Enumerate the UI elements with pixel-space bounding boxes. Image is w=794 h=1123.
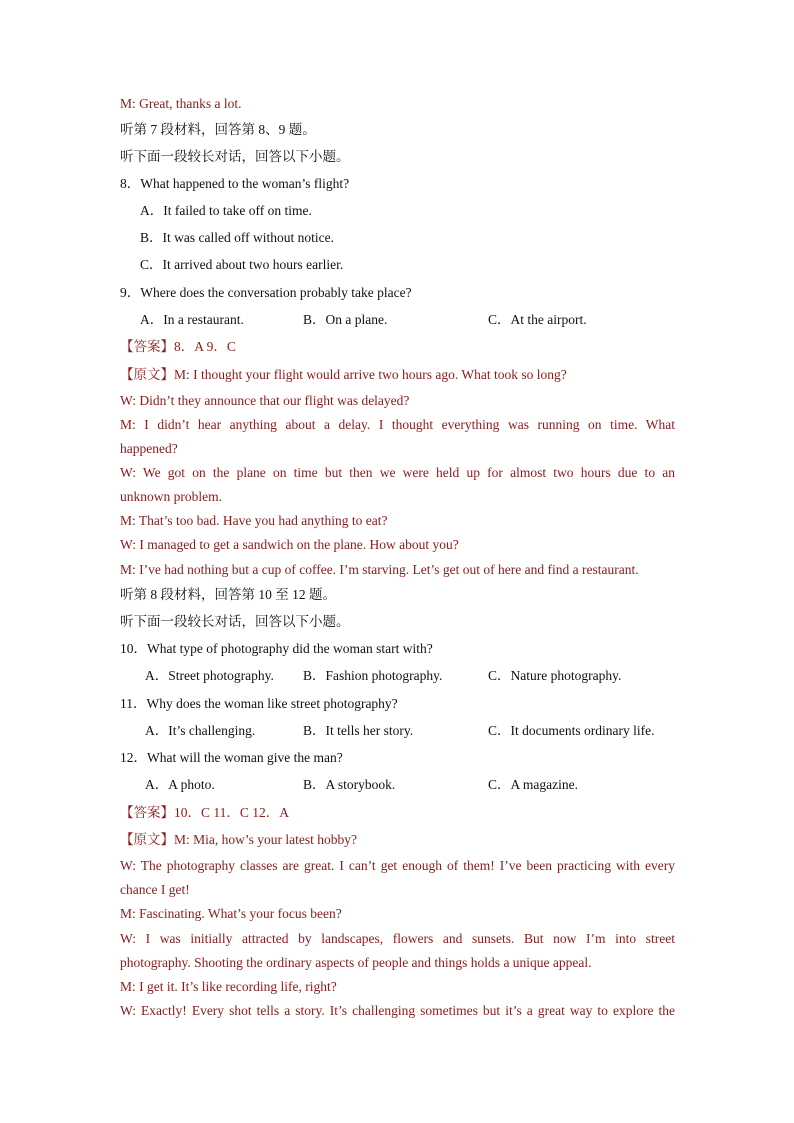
option-12c: C．A magazine. <box>488 777 578 792</box>
section-instruction: 听下面一段较长对话，回答以下小题。 <box>120 149 350 164</box>
option-12b: B．A storybook. <box>303 777 396 792</box>
answer-line: 【答案】8．A 9．C <box>120 339 236 354</box>
source-label: 【原文】 <box>120 367 174 382</box>
dialogue-line-cont: happened? <box>120 441 178 456</box>
option-9b: B．On a plane. <box>303 312 388 327</box>
dialogue-line: W: Didn’t they announce that our flight was delayed? <box>120 393 410 408</box>
source-label: 【原文】 <box>120 832 174 847</box>
dialogue-line: W: I managed to get a sandwich on the plane. How about you? <box>120 537 459 552</box>
dialogue-line: M: I’ve had nothing but a cup of coffee. I’m starving. Let’s get out of here and find a restaurant. <box>120 562 639 577</box>
option-11a: A．It’s challenging. <box>145 723 256 738</box>
question-12: 12．What will the woman give the man? <box>120 750 343 765</box>
option-8a: A．It failed to take off on time. <box>140 203 312 218</box>
question-9: 9．Where does the conversation probably take place? <box>120 285 412 300</box>
option-12a: A．A photo. <box>145 777 215 792</box>
option-8b: B．It was called off without notice. <box>140 230 334 245</box>
dialogue-line: W: I was initially attracted by landscapes, flowers and sunsets. But now I’m into street <box>120 931 675 946</box>
dialogue-line: W: Exactly! Every shot tells a story. It’s challenging sometimes but it’s a great way to explore the <box>120 1003 675 1018</box>
dialogue-line-cont: photography. Shooting the ordinary aspects of people and things holds a unique appeal. <box>120 955 592 970</box>
question-8: 8．What happened to the woman’s flight? <box>120 176 350 191</box>
answer-line: 【答案】10．C 11．C 12．A <box>120 805 290 820</box>
dialogue-line-cont: chance I get! <box>120 882 190 897</box>
dialogue-line-cont: unknown problem. <box>120 489 222 504</box>
option-11c: C．It documents ordinary life. <box>488 723 655 738</box>
section-instruction: 听第 8 段材料，回答第 10 至 12 题。 <box>120 587 336 602</box>
option-8c: C．It arrived about two hours earlier. <box>140 257 344 272</box>
source-text: M: Mia, how’s your latest hobby? <box>174 832 357 847</box>
option-10a: A．Street photography. <box>145 668 274 683</box>
dialogue-line: M: Fascinating. What’s your focus been? <box>120 906 342 921</box>
option-11b: B．It tells her story. <box>303 723 414 738</box>
source-text: M: I thought your flight would arrive two hours ago. What took so long? <box>174 367 567 382</box>
option-10b: B．Fashion photography. <box>303 668 443 683</box>
section-instruction: 听第 7 段材料，回答第 8、9 题。 <box>120 122 316 137</box>
option-9a: A．In a restaurant. <box>140 312 244 327</box>
section-instruction: 听下面一段较长对话，回答以下小题。 <box>120 614 350 629</box>
option-10c: C．Nature photography. <box>488 668 622 683</box>
dialogue-line: W: The photography classes are great. I can’t get enough of them! I’ve been practicing with every <box>120 858 675 873</box>
source-line <box>120 366 675 384</box>
dialogue-line: M: I didn’t hear anything about a delay. I thought everything was running on time. What <box>120 417 675 432</box>
dialogue-line: M: That’s too bad. Have you had anything to eat? <box>120 513 388 528</box>
dialogue-line: M: Great, thanks a lot. <box>120 96 242 111</box>
question-10: 10．What type of photography did the woman start with? <box>120 641 433 656</box>
source-line <box>120 831 675 849</box>
option-9c: C．At the airport. <box>488 312 587 327</box>
dialogue-line: M: I get it. It’s like recording life, right? <box>120 979 337 994</box>
question-11: 11．Why does the woman like street photography? <box>120 696 398 711</box>
dialogue-line: W: We got on the plane on time but then we were held up for almost two hours due to an <box>120 465 675 480</box>
